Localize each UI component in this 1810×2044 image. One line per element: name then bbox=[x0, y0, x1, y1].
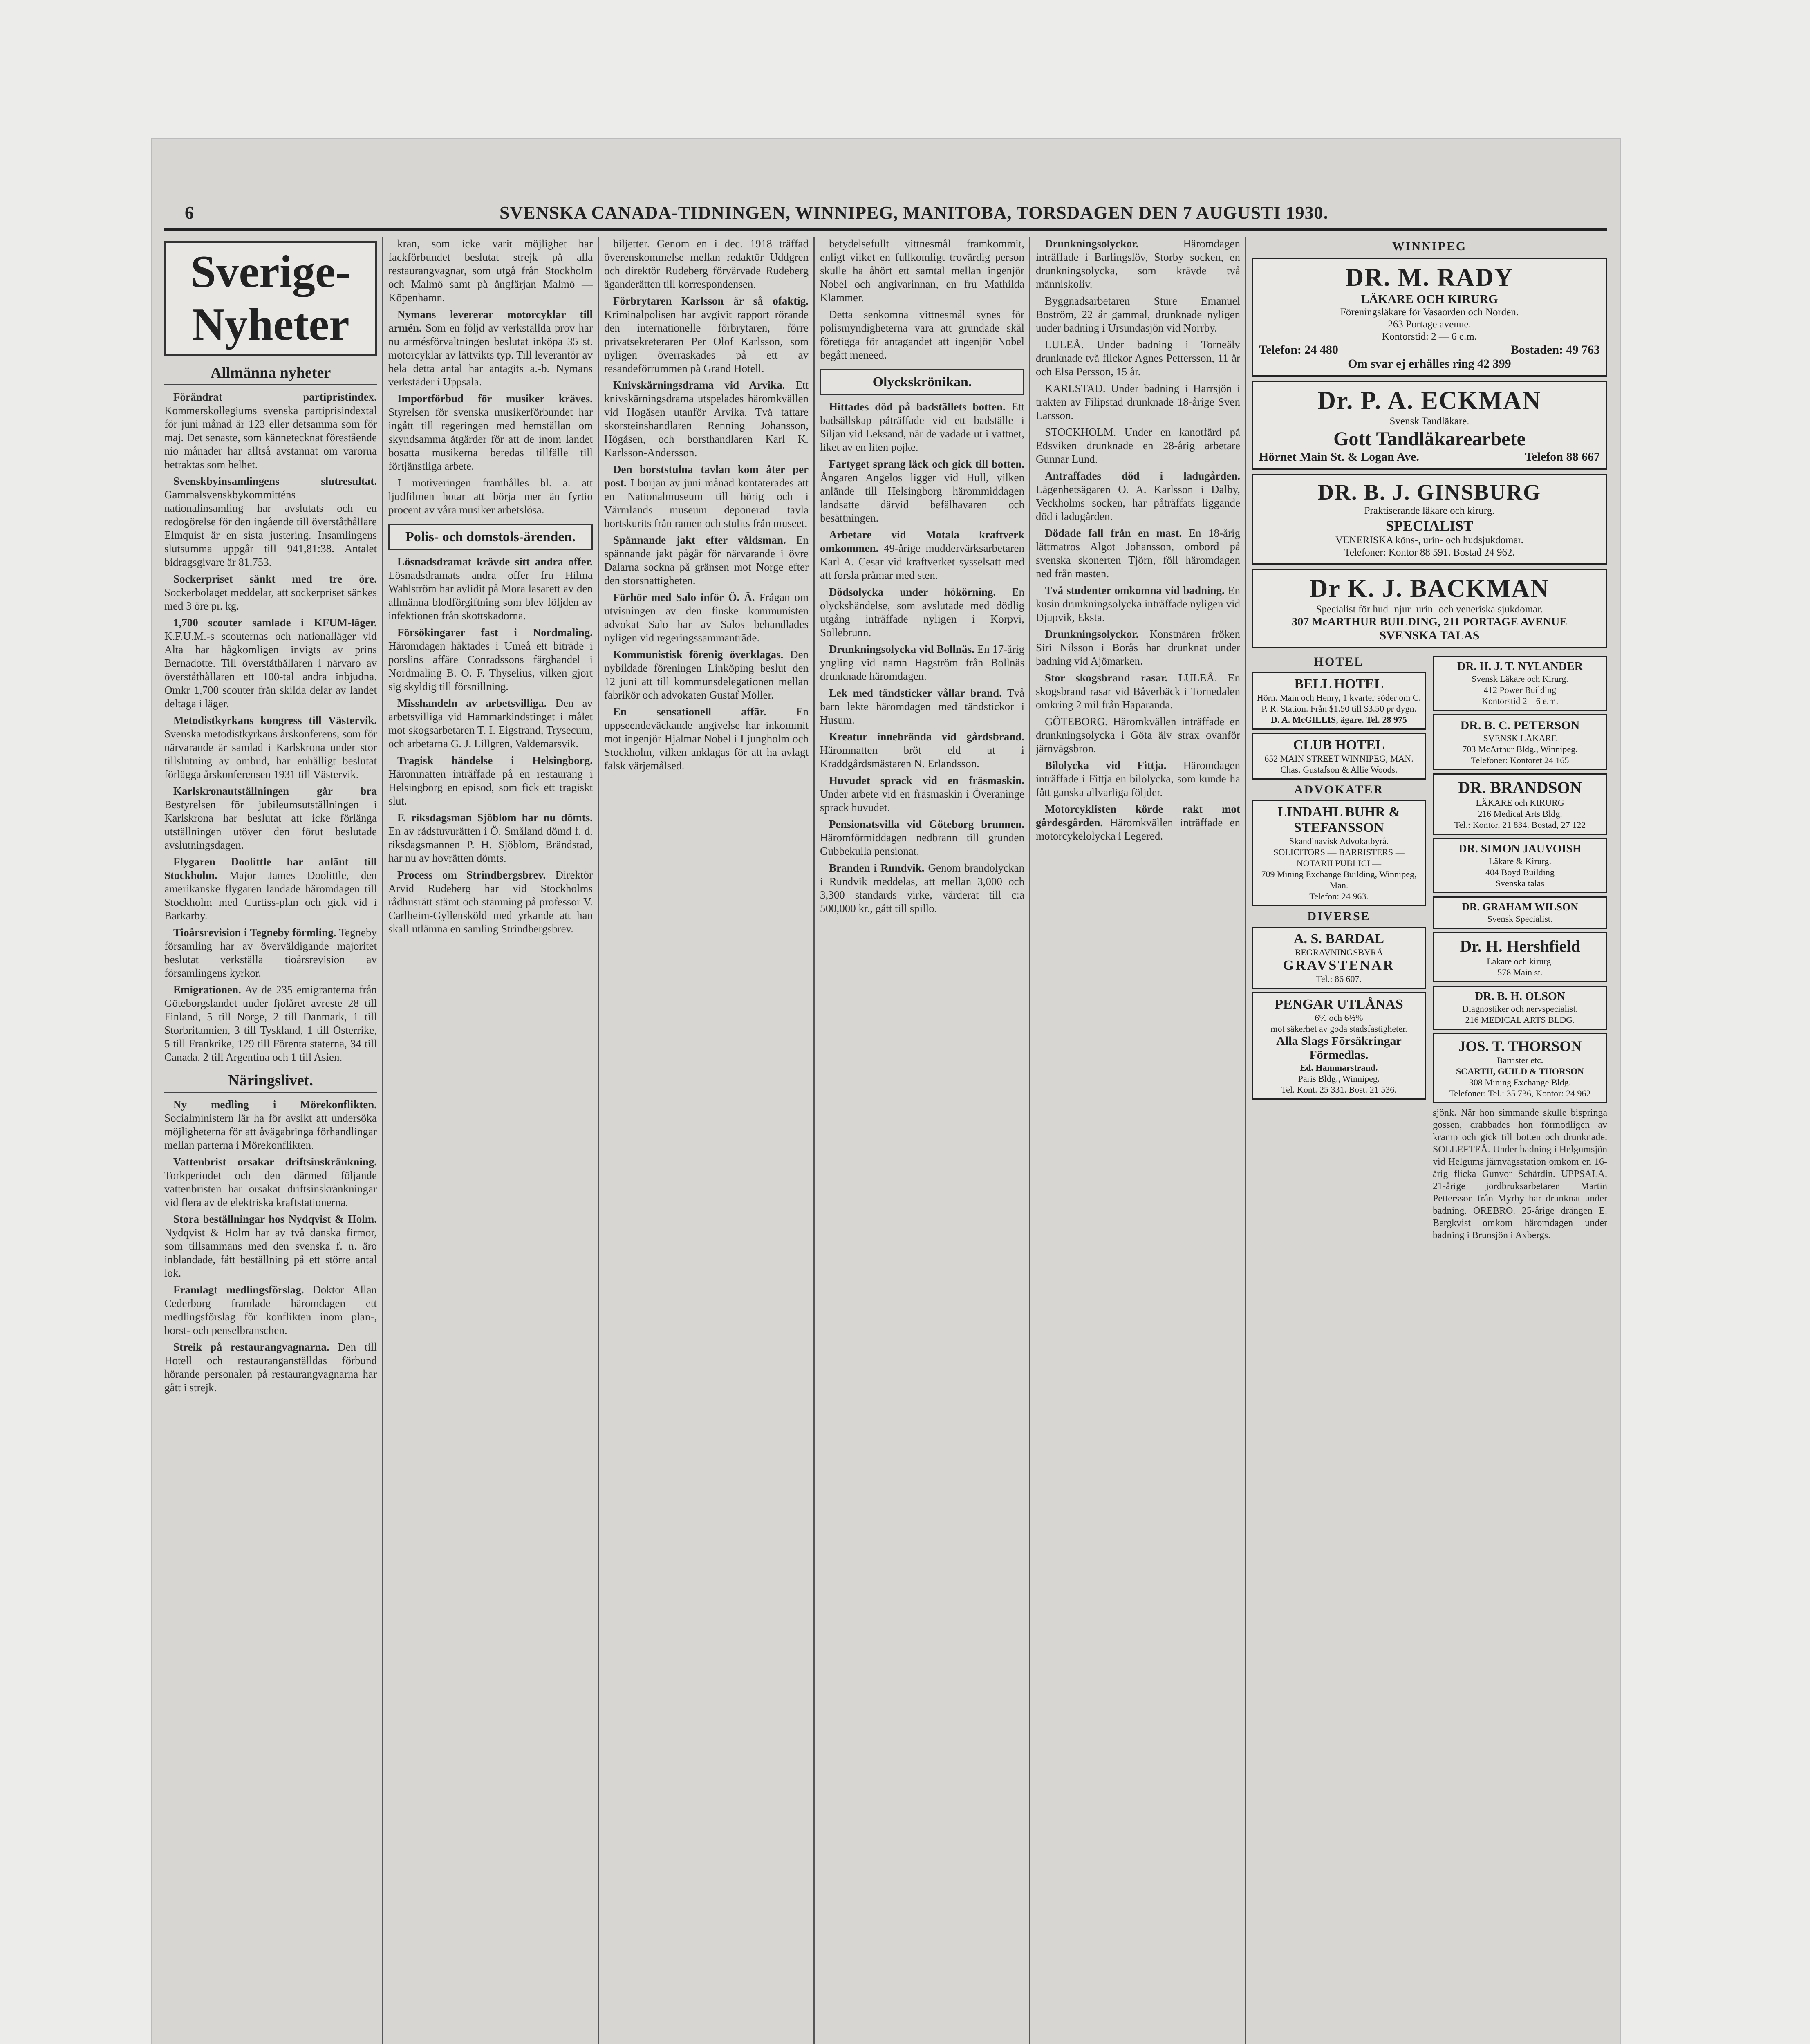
ad-text: Telefon: 24 963. bbox=[1309, 891, 1369, 901]
ad-text: 263 Portage avenue. bbox=[1388, 319, 1471, 330]
article bbox=[604, 463, 809, 530]
article-continuation: sjönk. När hon simmande skulle bispringa gossen, drabbades hon förmodligen av kramp och gick till botten och drunknade. SOLLEFTEÅ. Under badning i Helgumsjön vid Helgums järnvägsstation omkom en 16-årig flicka Gunvor Schärdin. UPPSALA. 21-årige jordbruksarbetaren Martin Pettersson från Myrby har drunknat under badning. ÖREBRO. 25-årige drängen E. Bergkvist omkom häromdagen under badning i Brunsjön i Axbergs. bbox=[1433, 1107, 1607, 1241]
ad-title: A. S. BARDAL bbox=[1293, 931, 1384, 946]
ad-text: Kontorstid: 2 — 6 e.m. bbox=[1382, 331, 1477, 342]
ad-rady bbox=[1252, 258, 1607, 377]
article bbox=[164, 1340, 377, 1394]
article bbox=[388, 392, 593, 473]
article-title: 1,700 scouter samlade i KFUM-läger. bbox=[173, 616, 377, 629]
article-title: Drunkningsolyckor. bbox=[1045, 238, 1139, 250]
ad-text: Telefon: 24 480 bbox=[1259, 343, 1338, 356]
article-text: Häromkvällen inträffade en motorcykelolycka i Legered. bbox=[1036, 816, 1240, 842]
ad-club-hotel bbox=[1252, 733, 1426, 780]
article-text: En uppseendeväckande angivelse har inkommit mot ingenjör Hjalmar Nobel i Ljungholm och Stockholm, vilken anklagas för att ha avlagt falsk värjemålsed. bbox=[604, 706, 809, 772]
article bbox=[820, 528, 1024, 582]
article bbox=[820, 818, 1024, 858]
article-title: Fartyget sprang läck och gick till botten. bbox=[829, 458, 1024, 470]
ads-column bbox=[1252, 237, 1607, 2044]
article-text: Genom brandolyckan i Rundvik meddelas, att mellan 3,000 och 3,300 standards virke, värderat till c:a 500,000 kr., gått till spillo. bbox=[820, 862, 1024, 914]
article-title: Process om Strindbergsbrev. bbox=[397, 869, 546, 881]
ad-text: SVENSK LÄKARE bbox=[1483, 733, 1557, 743]
section-label: WINNIPEG bbox=[1392, 240, 1467, 253]
ad-thorson bbox=[1433, 1033, 1607, 1103]
article bbox=[1036, 759, 1240, 799]
article-list bbox=[1036, 237, 1240, 843]
ad-text: Bostaden: 49 763 bbox=[1510, 343, 1600, 356]
section-label: ADVOKATER bbox=[1294, 783, 1384, 796]
article-list bbox=[604, 237, 809, 773]
article bbox=[604, 294, 809, 375]
ad-text: Svensk Specialist. bbox=[1487, 914, 1553, 924]
ad-text: Barrister etc. bbox=[1496, 1055, 1543, 1065]
article bbox=[388, 555, 593, 623]
article-title: Den borststulna tavlan kom åter per post. bbox=[604, 463, 809, 489]
article bbox=[388, 237, 593, 305]
article-text: Doktor Allan Cederborg framlade häromdagen ett medlingsförslag för konflikten inom plan-, borst- och penselbranschen. bbox=[164, 1284, 377, 1336]
ad-subtitle: SPECIALIST bbox=[1385, 518, 1474, 534]
article-text: K.F.U.M.-s scouternas och nationalläger vid Alta har hågkomligen invigts av prins Bernadotte. Till överståthållaren i närvaro av överståthållaren ett 100-tal andra inbjudna. Omkr 1,700 scouter från skilda delar av landet deltaga i läger. bbox=[164, 630, 377, 710]
article-title: F. riksdagsman Sjöblom har nu dömts. bbox=[397, 811, 593, 824]
column-1 bbox=[164, 237, 377, 2044]
ads-left bbox=[1252, 652, 1426, 1242]
article-title: Vattenbrist orsakar driftsinskränkning. bbox=[173, 1156, 377, 1168]
ad-text: Praktiserande läkare och kirurg. bbox=[1364, 505, 1495, 516]
article-title: En sensationell affär. bbox=[613, 706, 766, 718]
article-text: Häromdagen häktades i Umeå ett biträde i porslins affäre Conradssons färghandel i Nordmaling B. O. F. Thyselius, vilken gjort sig skyldig till försnillning. bbox=[388, 640, 593, 693]
article bbox=[164, 784, 377, 852]
article-text: Den av arbetsvilliga vid Hammarkindstinget i målet mot skogsarbetaren T. I. Eigstrand, Trysecum, och arbetarna G. J. Lillgren, Valdemarsvik. bbox=[388, 697, 593, 750]
page-number: 6 bbox=[185, 203, 194, 223]
article-text: Den till Hotell och restauranganställdas förbund hörande personalen på restaurangvagnarna har gått i strejk. bbox=[164, 1341, 377, 1394]
article bbox=[604, 591, 809, 645]
article-text: 49-årige muddervärksarbetaren Karl A. Cesar vid kraftverket sysselsatt med att forsla pråmar med sten. bbox=[820, 542, 1024, 581]
article-title: Flygaren Doolittle har anlänt till Stockholm. bbox=[164, 856, 377, 881]
section-heading: Polis- och domstols-ärenden. bbox=[388, 524, 593, 550]
ad-text: 652 MAIN STREET WINNIPEG, MAN. bbox=[1264, 753, 1414, 764]
article-text: Lösnadsdramats andra offer fru Hilma Wahlström har avlidit på Mora lasarett av den allmänna blodförgiftning som blev följden av infektionen från skottskadorna. bbox=[388, 569, 593, 622]
article-list bbox=[164, 390, 377, 1064]
column-rule bbox=[1245, 237, 1246, 2044]
ad-text: Kontorstid 2—6 e.m. bbox=[1482, 696, 1558, 706]
ads-split bbox=[1252, 652, 1607, 1242]
article bbox=[1036, 469, 1240, 523]
ad-phone-row bbox=[1259, 450, 1600, 464]
ad-text: Tel. Kont. 25 331. Bost. 21 536. bbox=[1281, 1085, 1397, 1095]
section-label: DIVERSE bbox=[1307, 910, 1371, 923]
ad-text: 412 Power Building bbox=[1483, 685, 1557, 695]
article bbox=[164, 616, 377, 710]
article bbox=[604, 379, 809, 459]
ad-backman bbox=[1252, 569, 1607, 648]
ad-bardal bbox=[1252, 927, 1426, 989]
article bbox=[1036, 628, 1240, 668]
article-text: Under arbete vid en fräsmaskin i Överaninge sprack huvudet. bbox=[820, 788, 1024, 814]
column-5 bbox=[1036, 237, 1240, 2044]
article-list bbox=[388, 237, 593, 517]
article-text: Ett knivskärningsdrama utspelades häromkvällen vid Hogåsen utanför Arvika. Två tattare skorsteinshandlaren Renning Johansson, Högåsen, och borsthandlaren Karl K. Karlsson-Andersson. bbox=[604, 379, 809, 459]
column-rule bbox=[382, 237, 383, 2044]
ad-text: D. A. McGILLIS, ägare. Tel. 28 975 bbox=[1271, 715, 1407, 725]
article bbox=[388, 811, 593, 865]
article-title: Svenskbyinsamlingens slutresultat. bbox=[173, 475, 377, 487]
ad-text: 308 Mining Exchange Bldg. bbox=[1469, 1077, 1571, 1087]
ad-title: DR. SIMON JAUVOISH bbox=[1458, 843, 1582, 855]
article-title: Lek med tändsticker vållar brand. bbox=[829, 687, 1002, 699]
ad-text: SVENSKA TALAS bbox=[1379, 629, 1480, 642]
ad-phone-row bbox=[1259, 343, 1600, 357]
ad-text: Läkare och kirurg. bbox=[1487, 956, 1553, 966]
ad-text: Svensk Tandläkare. bbox=[1389, 416, 1470, 427]
article-text: Direktör Arvid Rudeberg har vid Stockholms rådhusrätt stämt och stämning på professor V. Carlheim-Gyllensköld med yrkande att han skall utlämna en samling Strindbergsbrev. bbox=[388, 869, 593, 935]
ad-title: LINDAHL BUHR & STEFANSSON bbox=[1277, 805, 1400, 835]
ad-text: mot säkerhet av goda stadsfastigheter. bbox=[1270, 1024, 1407, 1034]
article-text: biljetter. Genom en i dec. 1918 träffad överenskommelse mellan redaktör Uddgren och direktör Rudeberg förvärvade Rudeberg äganderätten till korrespondensen. bbox=[604, 238, 809, 290]
article-text: LULEÅ. En skogsbrand rasar vid Båverbäck i Tornedalen omkring 2 mil från Haparanda. bbox=[1036, 672, 1240, 711]
article-text: Lägenhetsägaren O. A. Karlsson i Dalby, Veckholms socken, har påträffats liggande död i ladugården. bbox=[1036, 483, 1240, 522]
ad-text: Tel.: Kontor, 21 834. Bostad, 27 122 bbox=[1454, 820, 1586, 830]
ad-text: Telefoner: Kontor 88 591. Bostad 24 962. bbox=[1344, 547, 1515, 558]
ad-text: Paris Bldg., Winnipeg. bbox=[1298, 1074, 1380, 1084]
ad-text: BEGRAVNINGSBYRÅ bbox=[1295, 947, 1383, 957]
article bbox=[388, 476, 593, 517]
article-text: STOCKHOLM. Under en kanotfärd på Edsviken drunknade en 28-årig arbetare Gunnar Lund. bbox=[1036, 426, 1240, 465]
article-text: Två barn lekte häromdagen med tändstickor i Husum. bbox=[820, 687, 1024, 726]
article-text: GÖTEBORG. Häromkvällen inträffade en drunkningsolycka i Göta älv strax ovanför järnvägsbron. bbox=[1036, 715, 1240, 755]
article-text: En kusin drunkningsolycka inträffade nyligen vid Djupvik, Eksta. bbox=[1036, 584, 1240, 623]
article bbox=[164, 475, 377, 569]
article-title: Förbrytaren Karlsson är så ofaktig. bbox=[613, 295, 809, 307]
article-title: Hittades död på badställets botten. bbox=[829, 401, 1006, 413]
article bbox=[388, 754, 593, 808]
article bbox=[1036, 382, 1240, 422]
article bbox=[820, 643, 1024, 683]
section-label: HOTEL bbox=[1314, 655, 1364, 668]
ad-brandson bbox=[1433, 773, 1607, 835]
article-text: Socialministern lär ha för avsikt att undersöka möjligheterna för att åvägabringa förhandlingar mellan parterna i Mörekonflikten. bbox=[164, 1112, 377, 1151]
article-text: Svenska metodistkyrkans årskonferens, som för närvarande är samlad i Karlskrona under stor tillslutning av ombud, har enhälligt beslutat förlägga årskonferensen 1931 till Västervik. bbox=[164, 728, 377, 780]
ad-title: DR. GRAHAM WILSON bbox=[1462, 901, 1578, 913]
article-text: Häromnatten bröt eld ut i Kraddgårdsmästaren N. Erlandsson. bbox=[820, 744, 1024, 770]
article-title: Misshandeln av arbetsvilliga. bbox=[397, 697, 547, 709]
article-text: Tegneby församling har av överväldigande majoritet beslutat verkställa tioårsrevision av församlingens kyrkor. bbox=[164, 926, 377, 979]
article-text: Byggnadsarbetaren Sture Emanuel Boström, 22 år gammal, drunknade nyligen under badning i Ursundasjön vid Norrby. bbox=[1036, 295, 1240, 334]
article-text: Sockerbolaget meddelar, att sockerpriset sänkes med 3 öre pr. kg. bbox=[164, 586, 377, 612]
article-title: Spännande jakt efter våldsman. bbox=[613, 534, 786, 546]
article-title: Streik på restaurangvagnarna. bbox=[173, 1341, 329, 1353]
article-title: Drunkningsolyckor. bbox=[1045, 628, 1139, 640]
ad-title: Dr. H. Hershfield bbox=[1460, 937, 1580, 955]
article bbox=[820, 400, 1024, 454]
article-title: Framlagt medlingsförslag. bbox=[173, 1284, 304, 1296]
article-text: betydelsefullt vittnesmål framkommit, enligt vilket en fullkomligt trovärdig person skulle ha åhört ett samtal mellan ingenjör Nobel och angivarinnan, en fru Mathilda Klammer. bbox=[820, 238, 1024, 304]
ad-text: 703 McArthur Bldg., Winnipeg. bbox=[1462, 744, 1578, 754]
ad-text: 216 Medical Arts Bldg. bbox=[1478, 809, 1562, 819]
ad-tagline: Gott Tandläkarearbete bbox=[1333, 428, 1526, 450]
article-text: Häromnatten inträffade på en restaurang i Helsingborg en episod, som fick ett tragiskt slut. bbox=[388, 768, 593, 807]
ad-nylander bbox=[1433, 656, 1607, 711]
article-text: En olyckshändelse, som avslutade med dödlig utgång inträffade nyligen i Korpvi, Sollebrunn. bbox=[820, 586, 1024, 639]
section-heading: Allmänna nyheter bbox=[164, 364, 377, 385]
article-title: Antraffades död i ladugården. bbox=[1045, 470, 1240, 482]
ad-tagline: Alla Slags Försäkringar Förmedlas. bbox=[1276, 1034, 1402, 1062]
article-title: Nymans levererar motorcyklar till armén. bbox=[388, 308, 593, 334]
article-title: Kreatur innebrända vid gårdsbrand. bbox=[829, 731, 1024, 743]
article bbox=[820, 585, 1024, 639]
ad-text: Svenska talas bbox=[1495, 878, 1545, 888]
article-text: kran, som icke varit möjlighet har fackförbundet beslutat strejk på alla restaurangvagnar, som utgå från Stockholm och Malmö samt på ångfärjan Malmö — Köpenhamn. bbox=[388, 238, 593, 304]
section-heading: Näringslivet. bbox=[164, 1071, 377, 1093]
ad-text: Hörn. Main och Henry, 1 kvarter söder om C. P. R. Station. Från $1.50 till $3.50 pr dygn. bbox=[1257, 693, 1421, 714]
article-title: Importförbud för musiker kräves. bbox=[397, 392, 593, 405]
column-4 bbox=[820, 237, 1024, 2044]
article-text: Gammalsvenskbykommitténs nationalinsamling har avslutats och en redogörelse för den ingående till överståthållare Elmquist är en sista justering. Insamlingens slutsumma uppgår till 941,81:38. Antalet bidragsgivare är 81,753. bbox=[164, 489, 377, 568]
ad-title: CLUB HOTEL bbox=[1293, 737, 1385, 753]
article bbox=[1036, 527, 1240, 580]
article bbox=[164, 926, 377, 980]
article-title: Huvudet sprack vid en fräsmaskin. bbox=[829, 774, 1024, 787]
column-rule bbox=[813, 237, 815, 2044]
article-title: Dödsolycka under hökörning. bbox=[829, 586, 996, 598]
article bbox=[604, 237, 809, 291]
article-text: I början av juni månad kontaterades att en Nationalmuseum till hörig och i Värmlands museum deponerad tavla bortskurits från ramen och stulits från museet. bbox=[604, 477, 809, 529]
ad-title: DR. M. RADY bbox=[1345, 264, 1514, 291]
ad-text: 216 MEDICAL ARTS BLDG. bbox=[1465, 1015, 1575, 1025]
ad-text: Svensk Läkare och Kirurg. bbox=[1472, 674, 1568, 684]
article-title: Förhör med Salo inför Ö. Ä. bbox=[613, 591, 755, 603]
article bbox=[1036, 294, 1240, 335]
article-title: Förändrat partipristindex. bbox=[173, 391, 377, 403]
ad-wilson bbox=[1433, 896, 1607, 929]
article-text: Häromförmiddagen nedbrann till grunden Gubbekulla pensionat. bbox=[820, 831, 1024, 857]
article-text: Frågan om utvisningen av den finske kommunisten advokat Salo har av Salos behandlades nyligen vid regeringssammanträde. bbox=[604, 591, 809, 644]
article-title: Motorcyklisten körde rakt mot gårdesgården. bbox=[1036, 803, 1240, 829]
article bbox=[820, 457, 1024, 525]
ad-jauvoish bbox=[1433, 838, 1607, 893]
article bbox=[820, 686, 1024, 727]
article bbox=[388, 626, 593, 693]
article bbox=[164, 1155, 377, 1209]
ad-lindahl bbox=[1252, 800, 1426, 906]
ad-text: Telefon 88 667 bbox=[1525, 450, 1600, 464]
masthead: Sverige-Nyheter bbox=[164, 241, 377, 356]
article-text: Bestyrelsen för jubileumsutställningen i Karlskrona har beslutat att icke förlänga utställningen utöver den förut beslutade avslutningsdagen. bbox=[164, 798, 377, 851]
article bbox=[164, 390, 377, 471]
ad-text: Ed. Hammarstrand. bbox=[1300, 1062, 1378, 1073]
article bbox=[388, 697, 593, 751]
article-title: Arbetare vid Motala kraftverk omkommen. bbox=[820, 529, 1024, 554]
ad-text: Telefoner: Kontoret 24 165 bbox=[1471, 755, 1569, 765]
article-text: Kriminalpolisen har avgivit rapport rörande den internationelle förbrytaren, förre privatsekreteraren Per Olof Karlsson, som nyligen överraskades på ett av resandeförrummen på Grand Hotell. bbox=[604, 308, 809, 374]
article-title: Tioårsrevision i Tegneby förmling. bbox=[173, 926, 336, 939]
ad-text: SCARTH, GUILD & THORSON bbox=[1456, 1066, 1584, 1076]
article-text: Häromdagen inträffade i Barlingslöv, Storby socken, en drunkningsolycka, som krävde två människoliv. bbox=[1036, 238, 1240, 290]
article bbox=[820, 774, 1024, 814]
column-rule bbox=[598, 237, 599, 2044]
ad-text: Om svar ej erhålles ring 42 399 bbox=[1348, 357, 1511, 370]
ad-title: DR. B. H. OLSON bbox=[1475, 990, 1565, 1003]
article-title: Kommunistisk förenig överklagas. bbox=[613, 648, 784, 661]
article bbox=[604, 648, 809, 702]
header-line: SVENSKA CANADA-TIDNINGEN, WINNIPEG, MANITOBA, TORSDAGEN DEN 7 AUGUSTI 1930. bbox=[500, 203, 1328, 223]
column-3 bbox=[604, 237, 809, 2044]
article bbox=[820, 308, 1024, 362]
article bbox=[820, 861, 1024, 915]
ad-text: Diagnostiker och nervspecialist. bbox=[1462, 1004, 1578, 1014]
article-title: Drunkningsolycka vid Bollnäs. bbox=[829, 643, 974, 655]
article bbox=[388, 868, 593, 936]
article bbox=[1036, 584, 1240, 624]
article-text: Major James Doolittle, den amerikanske flygaren landade häromdagen till Stockholm med Curtiss-plan och gick vid i Barkarby. bbox=[164, 869, 377, 922]
article-title: Stora beställningar hos Nydqvist & Holm. bbox=[173, 1213, 377, 1225]
ad-text: Föreningsläkare för Vasaorden och Norden. bbox=[1340, 307, 1519, 318]
ad-text: VENERISKA köns-, urin- och hudsjukdomar. bbox=[1335, 535, 1523, 546]
ad-bell-hotel bbox=[1252, 672, 1426, 730]
article-title: Sockerpriset sänkt med tre öre. bbox=[173, 573, 377, 585]
article-text: I motiveringen framhålles bl. a. att ljudfilmen hotar att börja mer än fyrtio procent av våra musiker arbetslösa. bbox=[388, 477, 593, 516]
article-title: Emigrationen. bbox=[173, 984, 241, 996]
article-text: Nydqvist & Holm har av två danska firmor, som tillsammans med den svenska f. n. äro inblandade, fått beställning på ett större antal lok. bbox=[164, 1226, 377, 1279]
ad-title: Dr. P. A. ECKMAN bbox=[1317, 387, 1541, 415]
article-list bbox=[820, 400, 1024, 915]
article-title: Pensionatsvilla vid Göteborg brunnen. bbox=[829, 818, 1024, 830]
article bbox=[604, 705, 809, 773]
article-list bbox=[388, 555, 593, 936]
ad-title: DR. H. J. T. NYLANDER bbox=[1457, 660, 1583, 673]
article-text: KARLSTAD. Under badning i Harrsjön i trakten av Filipstad drunknade 18-årige Sven Larsson. bbox=[1036, 382, 1240, 421]
ad-text: Hörnet Main St. & Logan Ave. bbox=[1259, 450, 1419, 464]
ad-text: 6% och 6½% bbox=[1315, 1013, 1363, 1023]
article-text: Detta senkomna vittnesmål synes för polismyndigheterna vara att grundade skäl företigga för antagandet att ingenjör Nobel begått meneed. bbox=[820, 308, 1024, 361]
article bbox=[164, 855, 377, 923]
ad-title: DR. B. J. GINSBURG bbox=[1317, 480, 1541, 504]
article-text: Konstnären fröken Siri Nilsson i Borås har drunknat under badning vid Ajömarken. bbox=[1036, 628, 1240, 667]
article bbox=[604, 533, 809, 587]
article-text: Ångaren Angelos ligger vid Hull, vilken anlände till Helsingborg härommiddagen landsatte därvid befälhavaren och besättningen. bbox=[820, 471, 1024, 524]
ad-text: 307 McARTHUR BUILDING, 211 PORTAGE AVENUE bbox=[1292, 616, 1567, 628]
ad-ginsburg bbox=[1252, 474, 1607, 565]
article bbox=[164, 714, 377, 781]
article-title: Stor skogsbrand rasar. bbox=[1045, 672, 1168, 684]
article-title: Tragisk händelse i Helsingborg. bbox=[397, 754, 593, 766]
article bbox=[164, 1213, 377, 1280]
ad-tagline: GRAVSTENAR bbox=[1283, 958, 1395, 973]
article-title: Försökingarer fast i Nordmaling. bbox=[397, 626, 593, 639]
article-text: Styrelsen för svenska musikerförbundet har ingått till regeringen med hemställan om skyndsamma åtgärder för att de inom landet bosatta musikerna beredas tillfälle till förtjänstliga arbete. bbox=[388, 406, 593, 472]
article-text: Av de 235 emigranterna från Göteborgslandet under fjolåret avreste 28 till Finland, 5 till Norge, 2 till Danmark, 1 till Storbritannien, 3 till Tyskland, 1 till Österrike, 5 till Frankrike, 129 till Förenta staterna, 34 till Canada, 2 till Argentina och 1 till Asien. bbox=[164, 984, 377, 1063]
article-text: En av rådstuvurätten i Ö. Småland dömd f. d. riksdagsmannen P. H. Sjöblom, Brändstad, har nu av hovrätten dömts. bbox=[388, 825, 593, 864]
article bbox=[1036, 715, 1240, 755]
article bbox=[1036, 237, 1240, 291]
article-title: Lösnadsdramat krävde sitt andra offer. bbox=[397, 556, 593, 568]
article-title: Knivskärningsdrama vid Arvika. bbox=[613, 379, 785, 391]
ad-pengar bbox=[1252, 992, 1426, 1100]
newspaper-page bbox=[152, 139, 1620, 2044]
article-text: En 17-årig yngling vid namn Hagström från Bollnäs drunknade häromdagen. bbox=[820, 643, 1024, 682]
article bbox=[164, 983, 377, 1064]
ad-text: 404 Boyd Building bbox=[1485, 867, 1555, 877]
article bbox=[1036, 802, 1240, 843]
article-title: Karlskronautställningen går bra bbox=[173, 785, 377, 797]
page-header bbox=[164, 202, 1607, 227]
ad-text: Skandinavisk Advokatbyrå. bbox=[1289, 836, 1389, 846]
ad-text: 709 Mining Exchange Building, Winnipeg, Man. bbox=[1261, 869, 1417, 890]
article bbox=[820, 237, 1024, 305]
ad-peterson bbox=[1433, 714, 1607, 770]
ad-title: PENGAR UTLÅNAS bbox=[1275, 997, 1403, 1012]
article-text: Torkperiodet och den därmed följande vattenbristen har orsakat driftsinskränkningar vid flera av de elektriska kraftstationerna. bbox=[164, 1169, 377, 1208]
article-text: En 18-årig lättmatros Algot Johansson, ombord på svenska skonerten Tjörn, föll häromdagen ned från masten. bbox=[1036, 527, 1240, 580]
article-text: Häromdagen inträffade i Fittja en bilolycka, som kunde ha fått ganska allvarliga följder. bbox=[1036, 759, 1240, 798]
ad-olson bbox=[1433, 986, 1607, 1030]
article-title: Branden i Rundvik. bbox=[829, 862, 925, 874]
article-title: Bilolycka vid Fittja. bbox=[1045, 759, 1167, 771]
ad-subtitle: LÄKARE OCH KIRURG bbox=[1361, 292, 1498, 306]
ad-text: Chas. Gustafson & Allie Woods. bbox=[1280, 764, 1398, 775]
ad-text: Telefoner: Tel.: 35 736, Kontor: 24 962 bbox=[1449, 1088, 1591, 1098]
article bbox=[164, 1283, 377, 1337]
article-list bbox=[164, 1098, 377, 1394]
article-text: Som en följd av verkställda prov har nu armésförvaltningen beslutat inköpa 35 st. motorcyklar av lättvikts typ. Till leverantör av hela detta antal har antagits a.-b. Nymans verkstäder i Uppsala. bbox=[388, 322, 593, 388]
article bbox=[388, 308, 593, 389]
ad-title: JOS. T. THORSON bbox=[1458, 1038, 1582, 1054]
article-title: Ny medling i Mörekonflikten. bbox=[173, 1098, 377, 1111]
ad-text: 578 Main st. bbox=[1497, 967, 1543, 977]
article bbox=[164, 572, 377, 613]
article-title: Dödade fall från en mast. bbox=[1045, 527, 1182, 539]
ad-hershfield bbox=[1433, 932, 1607, 982]
article-title: Två studenter omkomna vid badning. bbox=[1045, 584, 1225, 596]
article-text: En spännande jakt pågår för närvarande i övre Dalarna sockna på gränsen mot Norge efter den storsnattigheten. bbox=[604, 534, 809, 587]
column-rule bbox=[1029, 237, 1030, 2044]
article-text: Ett badsällskap påträffade vid ett badställe i Siljan vid Leksand, när de vadade ut i vattnet, liket av en liten pojke. bbox=[820, 401, 1024, 453]
article bbox=[164, 1098, 377, 1152]
ad-title: DR. B. C. PETERSON bbox=[1460, 719, 1580, 732]
article-text: LULEÅ. Under badning i Torneälv drunknade två flickor Agnes Pettersson, 11 år och Elsa Persson, 15 år. bbox=[1036, 338, 1240, 378]
column-2 bbox=[388, 237, 593, 2044]
header-rule bbox=[164, 228, 1607, 231]
article-title: Metodistkyrkans kongress till Västervik. bbox=[173, 714, 377, 726]
ad-text: Specialist för hud- njur- urin- och veneriska sjukdomar. bbox=[1316, 604, 1543, 615]
ad-title: DR. BRANDSON bbox=[1458, 778, 1582, 797]
ad-text: Läkare & Kirurg. bbox=[1489, 856, 1551, 866]
ad-text: Tel.: 86 607. bbox=[1316, 974, 1362, 984]
section-heading: Olyckskrönikan. bbox=[820, 369, 1024, 395]
article-list bbox=[820, 237, 1024, 362]
ad-text: SOLICITORS — BARRISTERS — NOTARII PUBLICI — bbox=[1273, 847, 1405, 868]
ad-text: LÄKARE och KIRURG bbox=[1476, 798, 1564, 808]
ad-title: Dr K. J. BACKMAN bbox=[1309, 575, 1550, 603]
article bbox=[820, 730, 1024, 771]
article bbox=[1036, 338, 1240, 379]
ad-eckman bbox=[1252, 381, 1607, 470]
ads-right bbox=[1433, 652, 1607, 1242]
article bbox=[1036, 426, 1240, 466]
article bbox=[1036, 671, 1240, 712]
ad-title: BELL HOTEL bbox=[1294, 677, 1384, 692]
article-text: Den nybildade föreningen Linköping beslut den 12 juni att till kommunsdelegationen mellan fabrikör och advokaten Gustaf Möller. bbox=[604, 648, 809, 701]
article-text: Kommerskollegiums svenska partiprisindextal för juni månad är 123 eller detsamma som för maj. Det senaste, som kännetecknat förestående nio månader har alltså avstannat om varorna betraktas som helhet. bbox=[164, 404, 377, 471]
